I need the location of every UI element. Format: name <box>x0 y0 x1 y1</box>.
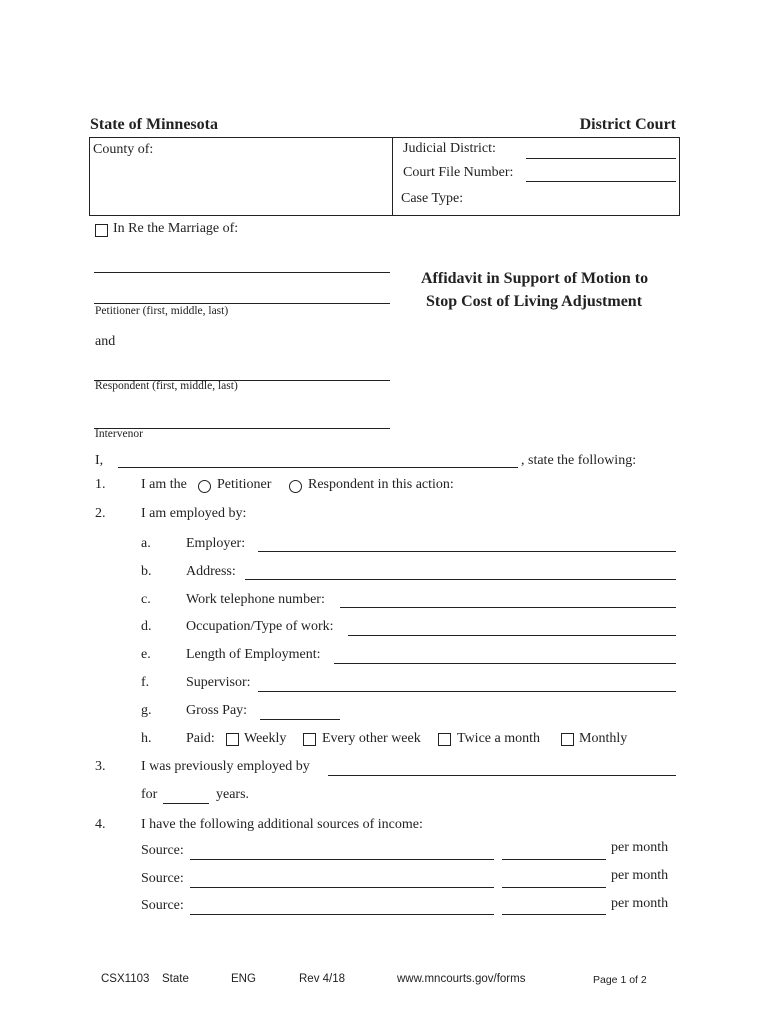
footer-state: State <box>162 973 189 985</box>
footer-revision: Rev 4/18 <box>299 973 346 985</box>
per-month-label: per month <box>611 840 669 855</box>
sub-item-letter: c. <box>141 592 151 607</box>
twice-a-month-checkbox[interactable] <box>438 733 451 746</box>
sub-item-letter: h. <box>141 731 152 746</box>
sub-item-letter: d. <box>141 619 152 634</box>
twice-a-month-label: Twice a month <box>457 731 540 746</box>
item-4-number: 4. <box>95 817 106 832</box>
petitioner-name-field-1[interactable] <box>94 258 390 273</box>
petitioner-option-label: Petitioner <box>217 477 272 492</box>
years-field[interactable] <box>163 789 209 804</box>
monthly-label: Monthly <box>579 731 628 746</box>
item-4-text: I have the following additional sources of income: <box>141 817 423 832</box>
source-label: Source: <box>141 871 184 886</box>
length-of-employment-field[interactable] <box>334 649 676 664</box>
court-file-number-field[interactable] <box>526 167 676 182</box>
every-other-week-label: Every other week <box>322 731 421 746</box>
address-label: Address: <box>186 564 236 579</box>
monthly-checkbox[interactable] <box>561 733 574 746</box>
work-telephone-field[interactable] <box>340 593 676 608</box>
sub-item-letter: e. <box>141 647 151 662</box>
source-label: Source: <box>141 898 184 913</box>
item-1-text: I am the <box>141 477 187 492</box>
court-heading: District Court <box>579 116 676 133</box>
marriage-label: In Re the Marriage of: <box>113 221 239 236</box>
respondent-name-field[interactable] <box>94 366 390 381</box>
footer-page-number: Page 1 of 2 <box>593 974 647 986</box>
item-3-text: I was previously employed by <box>141 759 310 774</box>
i-label: I, <box>95 453 104 468</box>
intervenor-name-field[interactable] <box>94 414 390 429</box>
judicial-district-label: Judicial District: <box>403 141 496 156</box>
sub-item-letter: g. <box>141 703 152 718</box>
marriage-checkbox[interactable] <box>95 224 108 237</box>
sub-item-letter: f. <box>141 675 150 690</box>
previous-employer-field[interactable] <box>328 761 676 776</box>
paid-label: Paid: <box>186 731 215 746</box>
petitioner-label: Petitioner (first, middle, last) <box>95 305 229 317</box>
footer-url: www.mncourts.gov/forms <box>397 973 526 985</box>
court-file-number-label: Court File Number: <box>403 165 514 180</box>
employer-label: Employer: <box>186 536 246 551</box>
sub-item-letter: b. <box>141 564 152 579</box>
every-other-week-checkbox[interactable] <box>303 733 316 746</box>
and-label: and <box>95 334 116 349</box>
case-type-label: Case Type: <box>401 191 464 206</box>
supervisor-field[interactable] <box>258 677 676 692</box>
petitioner-radio[interactable] <box>198 480 211 493</box>
length-of-employment-label: Length of Employment: <box>186 647 321 662</box>
work-telephone-label: Work telephone number: <box>186 592 325 607</box>
county-label: County of: <box>93 142 154 157</box>
for-label: for <box>141 787 158 802</box>
source-field-2[interactable] <box>190 873 494 888</box>
weekly-checkbox[interactable] <box>226 733 239 746</box>
source-amount-field-1[interactable] <box>502 845 606 860</box>
item-2-text: I am employed by: <box>141 506 247 521</box>
state-following-label: , state the following: <box>521 453 637 468</box>
item-3-number: 3. <box>95 759 106 774</box>
affiant-name-field[interactable] <box>118 453 518 468</box>
per-month-label: per month <box>611 868 669 883</box>
footer-language: ENG <box>231 973 256 985</box>
source-field-1[interactable] <box>190 845 494 860</box>
document-title-line2: Stop Cost of Living Adjustment <box>426 293 643 310</box>
item-2-number: 2. <box>95 506 106 521</box>
source-amount-field-2[interactable] <box>502 873 606 888</box>
years-label: years. <box>216 787 250 802</box>
source-amount-field-3[interactable] <box>502 900 606 915</box>
sub-item-letter: a. <box>141 536 151 551</box>
gross-pay-label: Gross Pay: <box>186 703 248 718</box>
respondent-radio[interactable] <box>289 480 302 493</box>
intervenor-label: Intervenor <box>95 428 143 440</box>
judicial-district-field[interactable] <box>526 144 676 159</box>
header-divider <box>392 137 393 215</box>
per-month-label: per month <box>611 896 669 911</box>
state-heading: State of Minnesota <box>90 116 218 133</box>
weekly-label: Weekly <box>244 731 287 746</box>
address-field[interactable] <box>245 565 676 580</box>
respondent-label: Respondent (first, middle, last) <box>95 380 238 392</box>
occupation-field[interactable] <box>348 621 676 636</box>
source-field-3[interactable] <box>190 900 494 915</box>
petitioner-name-field-2[interactable] <box>94 289 390 304</box>
footer-form-code: CSX1103 <box>101 973 150 985</box>
respondent-option-label: Respondent in this action: <box>308 477 454 492</box>
document-title-line1: Affidavit in Support of Motion to <box>421 270 649 287</box>
item-1-number: 1. <box>95 477 106 492</box>
supervisor-label: Supervisor: <box>186 675 251 690</box>
occupation-label: Occupation/Type of work: <box>186 619 334 634</box>
source-label: Source: <box>141 843 184 858</box>
employer-field[interactable] <box>258 537 676 552</box>
gross-pay-field[interactable] <box>260 705 340 720</box>
